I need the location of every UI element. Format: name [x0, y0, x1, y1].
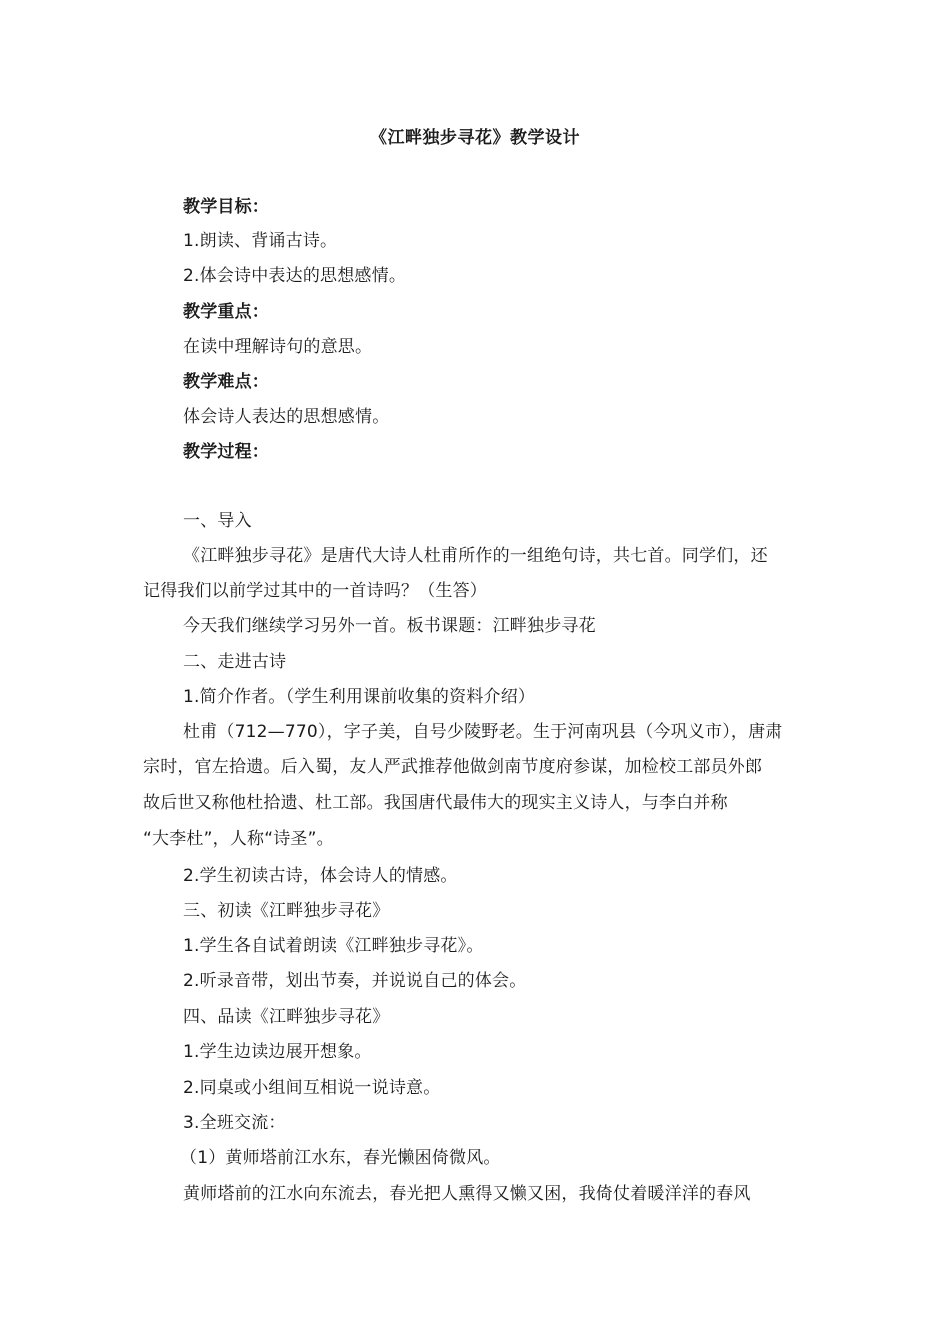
heading-difficulty: 教学难点：	[183, 372, 269, 392]
author-line-1: 杜甫（712—770），字子美，自号少陵野老。生于河南巩县（今巩义市），唐肃	[183, 722, 783, 742]
section-2-item-1: 1.简介作者。（学生利用课前收集的资料介绍）	[183, 687, 536, 707]
intro-line-1: 《江畔独步寻花》是唐代大诗人杜甫所作的一组绝句诗，共七首。同学们，还	[183, 546, 768, 566]
difficulty-text: 体会诗人表达的思想感情。	[183, 407, 390, 427]
section-2-item-2: 2.学生初读古诗，体会诗人的情感。	[183, 866, 458, 886]
author-line-4: “大李杜”，人称“诗圣”。	[143, 829, 334, 849]
poem-line-1-explanation: 黄师塔前的江水向东流去，春光把人熏得又懒又困，我倚仗着暖洋洋的春风	[183, 1184, 751, 1204]
poem-line-1: （1）黄师塔前江水东，春光懒困倚微风。	[180, 1148, 501, 1168]
section-4-item-2: 2.同桌或小组间互相说一说诗意。	[183, 1078, 441, 1098]
section-2-heading: 二、走进古诗	[183, 652, 287, 672]
section-3-heading: 三、初读《江畔独步寻花》	[183, 901, 390, 921]
section-4-heading: 四、品读《江畔独步寻花》	[183, 1007, 390, 1027]
author-line-2: 宗时，官左拾遗。后入蜀，友人严武推荐他做剑南节度府参谋，加检校工部员外郎	[143, 757, 763, 777]
goal-1: 1.朗读、背诵古诗。	[183, 231, 338, 251]
heading-goals: 教学目标：	[183, 197, 269, 217]
document-title: 《江畔独步寻花》教学设计	[370, 128, 580, 148]
key-text: 在读中理解诗句的意思。	[183, 337, 373, 357]
section-4-item-1: 1.学生边读边展开想象。	[183, 1042, 372, 1062]
section-3-item-2: 2.听录音带，划出节奏，并说说自己的体会。	[183, 971, 527, 991]
author-line-3: 故后世又称他杜拾遗、杜工部。我国唐代最伟大的现实主义诗人，与李白并称	[143, 793, 728, 813]
heading-process: 教学过程：	[183, 442, 269, 462]
goal-2: 2.体会诗中表达的思想感情。	[183, 266, 407, 286]
section-4-item-3: 3.全班交流：	[183, 1113, 286, 1133]
section-1-heading: 一、导入	[183, 511, 252, 531]
heading-key: 教学重点：	[183, 302, 269, 322]
intro-line-3: 今天我们继续学习另外一首。板书课题：江畔独步寻花	[183, 616, 596, 636]
intro-line-2: 记得我们以前学过其中的一首诗吗？（生答）	[143, 581, 487, 601]
section-3-item-1: 1.学生各自试着朗读《江畔独步寻花》。	[183, 936, 484, 956]
